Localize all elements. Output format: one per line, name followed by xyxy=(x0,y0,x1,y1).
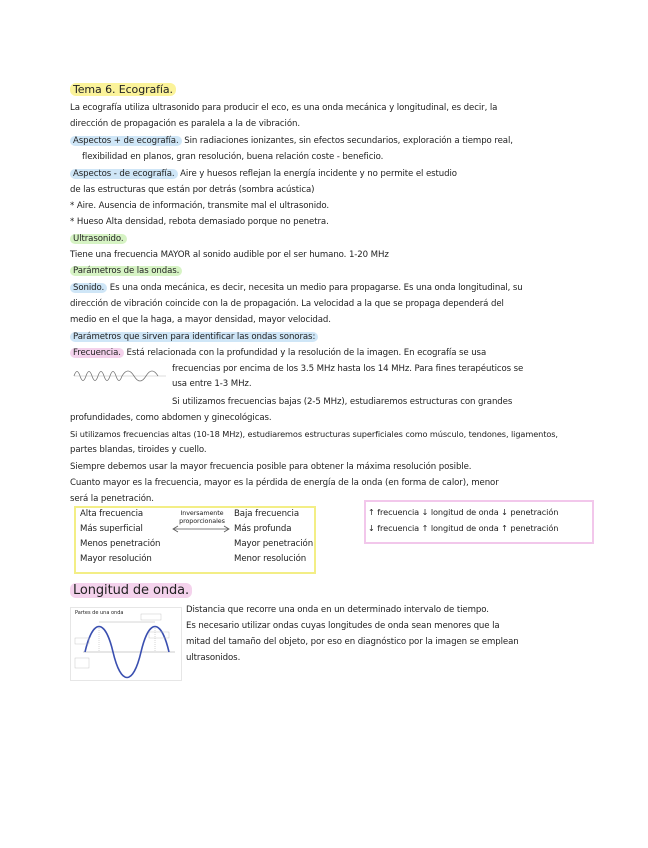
aspectos-neg-line-2: de las estructuras que están por detrás (sombra acústica) xyxy=(70,185,315,195)
right-item-1: Baja frecuencia xyxy=(234,509,299,519)
right-item-4: Menor resolución xyxy=(234,554,307,564)
left-item-4: Mayor resolución xyxy=(80,554,152,564)
tema-title: Tema 6. Ecografía. xyxy=(70,84,176,96)
sonido-line: Sonido. Es una onda mecánica, es decir, necesita un medio para propagarse. Es una onda longitudinal, su xyxy=(70,282,523,294)
wave-svg xyxy=(71,608,181,680)
ultrasonido-text: Tiene una frecuencia MAYOR al sonido audible por el ser humano. 1-20 MHz xyxy=(70,250,389,260)
double-arrow-icon xyxy=(170,524,232,534)
sonido-line-3: medio en el que la haga, a mayor densidad, mayor velocidad. xyxy=(70,315,331,325)
aspectos-pos-label: Aspectos + de ecografía. xyxy=(70,136,182,146)
parametros-sonoros-heading: Parámetros que sirven para identificar las ondas sonoras: xyxy=(70,331,318,343)
wave-parts-figure xyxy=(70,607,182,681)
aspectos-neg-line: Aspectos - de ecografía. Aire y huesos reflejan la energía incidente y no permite el estudio xyxy=(70,168,457,180)
frecuencia-line-7: partes blandas, tiroides y cuello. xyxy=(70,445,207,455)
aire-note: * Aire. Ausencia de información, transmite mal el ultrasonido. xyxy=(70,201,329,211)
relation-1: ↑ frecuencia ↓ longitud de onda ↓ penetración xyxy=(368,507,559,517)
left-item-3: Menos penetración xyxy=(80,539,161,549)
aspectos-neg-label: Aspectos - de ecografía. xyxy=(70,169,178,179)
frequency-wave-figure xyxy=(72,362,168,388)
left-item-1: Alta frecuencia xyxy=(80,509,144,519)
longitud-line-4: ultrasonidos. xyxy=(186,653,241,663)
intro-line-2: dirección de propagación es paralela a la de vibración. xyxy=(70,119,300,129)
frecuencia-line-8: Siempre debemos usar la mayor frecuencia posible para obtener la máxima resolución posible. xyxy=(70,462,472,472)
sonido-label: Sonido. xyxy=(70,283,107,293)
ultrasonido-heading: Ultrasonido. xyxy=(70,233,127,245)
intro-line-1: La ecografía utiliza ultrasonido para producir el eco, es una onda mecánica y longitudinal, es decir, la xyxy=(70,103,498,113)
frecuencia-line-4: Si utilizamos frecuencias bajas (2-5 MHz), estudiaremos estructuras con grandes xyxy=(172,397,513,407)
inverse-label: Inversamente proporcionales xyxy=(179,509,225,525)
aspectos-pos-line-2: flexibilidad en planos, gran resolución, buena relación coste - beneficio. xyxy=(82,152,384,162)
frecuencia-line: Frecuencia. Está relacionada con la profundidad y la resolución de la imagen. En ecografía se usa xyxy=(70,347,486,359)
frecuencia-label: Frecuencia. xyxy=(70,348,124,358)
right-item-3: Mayor penetración xyxy=(234,539,314,549)
frecuencia-line-10: será la penetración. xyxy=(70,494,154,504)
aspectos-pos-line: Aspectos + de ecografía. Sin radiaciones ionizantes, sin efectos secundarios, exploración a tiempo real, xyxy=(70,135,513,147)
frecuencia-line-3: usa entre 1-3 MHz. xyxy=(172,379,252,389)
right-item-2: Más profunda xyxy=(234,524,292,534)
left-item-2: Más superficial xyxy=(80,524,143,534)
parametros-ondas-heading: Parámetros de las ondas. xyxy=(70,265,182,277)
relation-2: ↓ frecuencia ↑ longitud de onda ↑ penetración xyxy=(368,523,559,533)
frecuencia-line-2: frecuencias por encima de los 3.5 MHz hasta los 14 MHz. Para fines terapéuticos se xyxy=(172,364,524,374)
longitud-line-1: Distancia que recorre una onda en un determinado intervalo de tiempo. xyxy=(186,605,489,615)
wave-figure-title: Partes de una onda xyxy=(75,610,124,616)
frecuencia-line-9: Cuanto mayor es la frecuencia, mayor es la pérdida de energía de la onda (en forma de calor), menor xyxy=(70,478,499,488)
frecuencia-line-5: profundidades, como abdomen y ginecológicas. xyxy=(70,413,272,423)
longitud-line-3: mitad del tamaño del objeto, por eso en diagnóstico por la imagen se emplean xyxy=(186,637,519,647)
longitud-line-2: Es necesario utilizar ondas cuyas longitudes de onda sean menores que la xyxy=(186,621,500,631)
frecuencia-line-6: Si utilizamos frecuencias altas (10-18 MHz), estudiaremos estructuras superficiales como músculo, tendones, ligamentos, xyxy=(70,429,558,439)
hueso-note: * Hueso Alta densidad, rebota demasiado porque no penetra. xyxy=(70,217,329,227)
sonido-line-2: dirección de vibración coincide con la de propagación. La velocidad a la que se propaga dependerá del xyxy=(70,299,504,309)
longitud-heading: Longitud de onda. xyxy=(70,585,192,597)
